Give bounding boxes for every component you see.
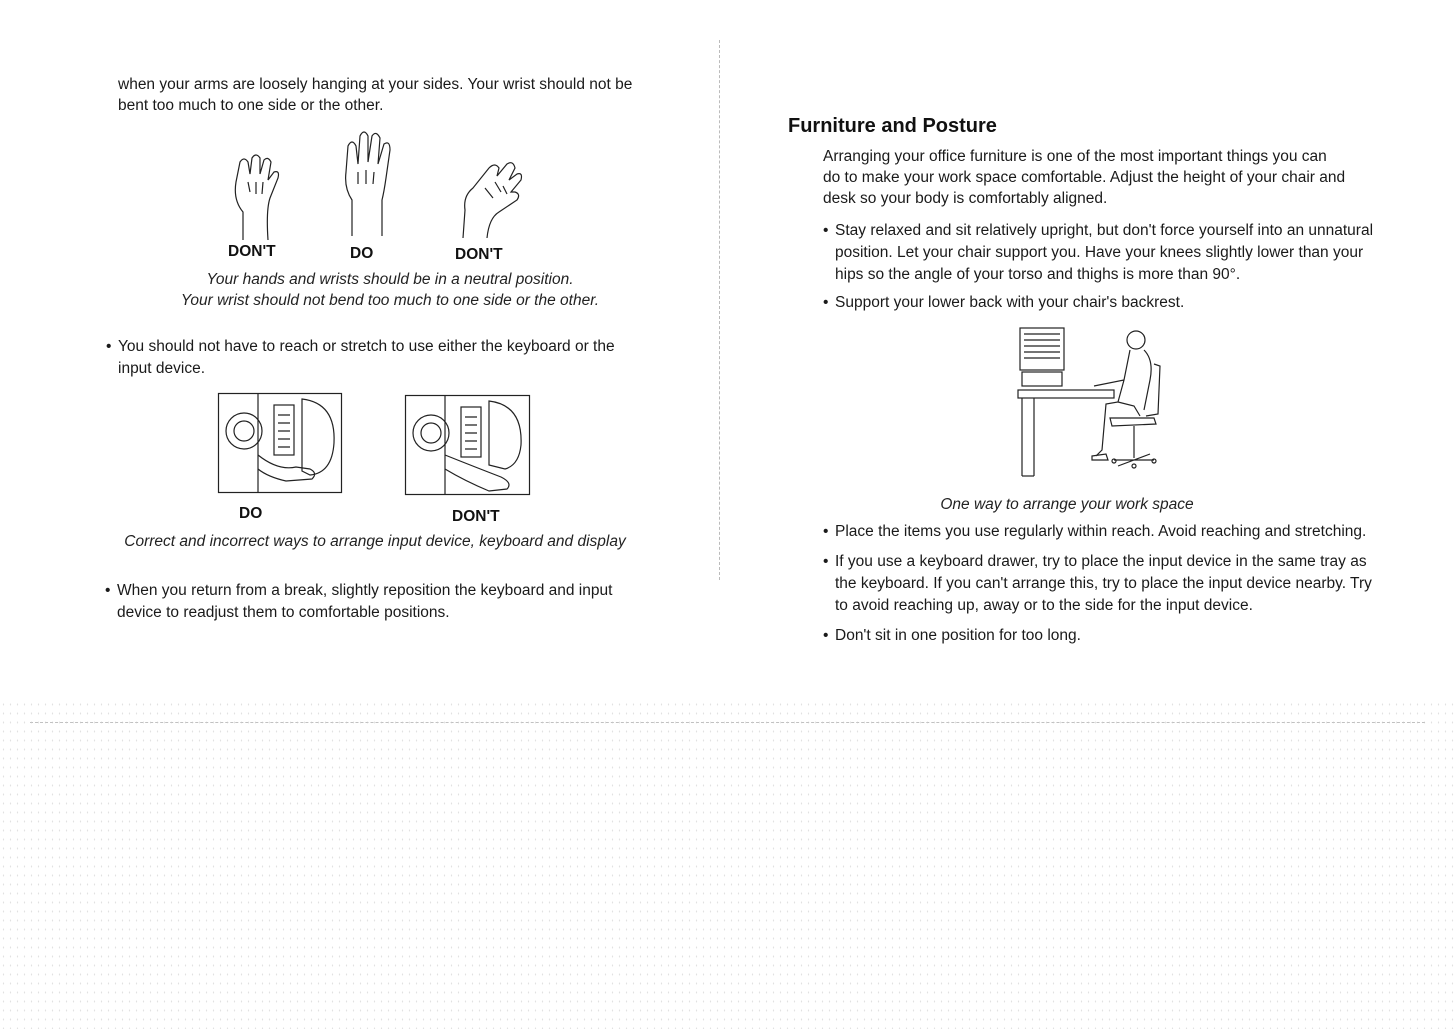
desk-do-illustration [218,393,342,493]
bullet-dot: • [105,582,111,599]
hand-label-dont-right: DON'T [455,246,503,263]
desk-dont-illustration [405,395,530,495]
right-bullet-position-text: Don't sit in one position for too long. [835,627,1081,644]
right-bullet-reach-text: Place the items you use regularly within reach. Avoid reaching and stretching. [835,523,1367,540]
left-bullet-reach-text: You should not have to reach or stretch to use either the keyboard or the input device. [118,338,615,377]
desk-label-do: DO [239,505,263,522]
right-bullet-position [823,625,1380,647]
bullet-dot: • [106,338,112,355]
section-heading: Furniture and Posture [788,115,997,137]
right-bullet-reach [823,521,1435,543]
right-bullet-drawer-text: If you use a keyboard drawer, try to place the input device in the same tray as the keyboard. If you can't arrange this, try to place the input device nearby. Try to avoid reaching up, away or to the side for the input device. [835,553,1372,614]
right-intro-paragraph: Arranging your office furniture is one of the most important things you can do to make your work space comfortable. Adjust the height of your chair and desk so your body is comfortably aligned. [823,148,1346,207]
right-bullet-backrest [823,292,1390,314]
scan-noise-area [0,700,1455,1029]
left-bullet-reach [106,336,628,380]
hands-caption-line1: Your hands and wrists should be in a neutral position. [206,271,574,288]
right-bullet-posture-text: Stay relaxed and sit relatively upright, but don't force yourself into an unnatural position. Let your chair support you. Have your knees slightly lower than your hips so the angle of your torso and thighs is more than 90°. [835,222,1374,283]
desk-caption: Correct and incorrect ways to arrange input device, keyboard and display [124,533,626,550]
desk-label-dont: DON'T [452,508,500,525]
left-page [0,0,720,700]
left-intro-paragraph: when your arms are loosely hanging at your sides. Your wrist should not be bent too much to one side or the other. [118,76,633,114]
bullet-dot: • [823,627,829,644]
bullet-dot: • [823,553,829,570]
hand-dont-left-illustration [228,152,288,242]
bullet-dot: • [823,222,829,239]
page-gutter-divider [719,40,721,580]
left-bullet-break [105,580,647,624]
hand-label-do: DO [350,245,374,262]
bullet-dot: • [823,294,829,311]
bullet-dot: • [823,523,829,540]
hands-caption-line2: Your wrist should not bend too much to one side or the other. [180,292,600,309]
left-bullet-break-text: When you return from a break, slightly reposition the keyboard and input device to readjust them to comfortable positions. [117,582,613,621]
right-bullet-posture [823,220,1390,286]
workspace-caption: One way to arrange your work space [940,496,1194,513]
right-page [722,0,1455,700]
hand-do-illustration [340,128,396,238]
hand-dont-right-illustration [455,158,525,240]
hand-label-dont-left: DON'T [228,243,276,260]
right-bullet-drawer [823,551,1380,617]
workstation-posture-illustration [1014,320,1174,480]
right-bullet-backrest-text: Support your lower back with your chair's backrest. [835,294,1185,311]
